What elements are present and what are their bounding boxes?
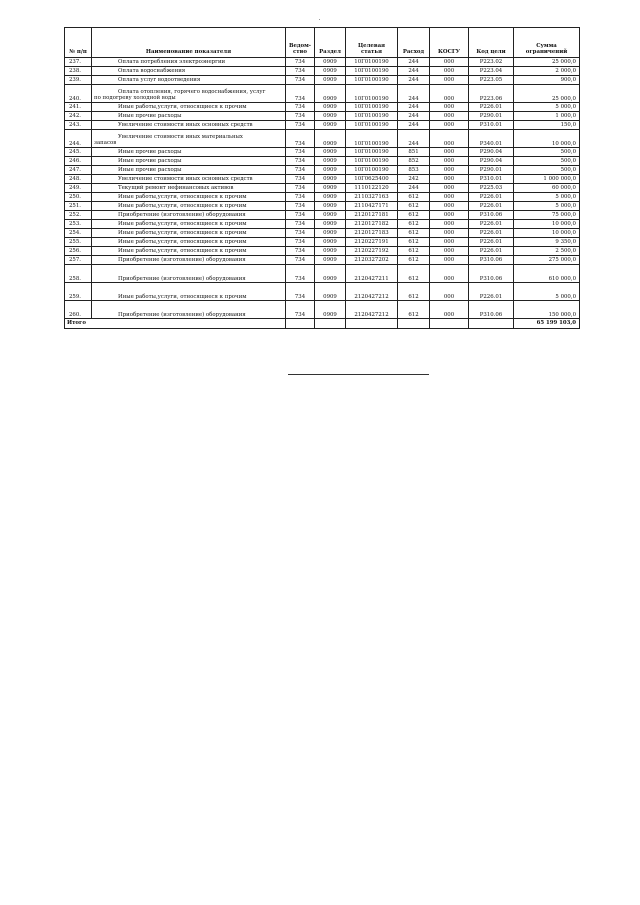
cell-rashod: 612 xyxy=(398,220,430,229)
cell-kosgu: 000 xyxy=(430,175,469,184)
table-row xyxy=(65,202,580,211)
cell-name: Иные работы,услуги, относящиеся к прочим xyxy=(92,247,286,256)
total-sum: 65 199 103,0 xyxy=(514,319,580,329)
cell-kosgu: 000 xyxy=(430,148,469,157)
cell-name: Иные прочие расходы xyxy=(92,112,286,121)
cell-num: 241. xyxy=(65,103,92,112)
cell-name-line: запасов xyxy=(94,140,117,147)
cell-cs: 10Г0100190 xyxy=(346,85,398,103)
cell-rashod: 244 xyxy=(398,112,430,121)
cell-razdel: 0909 xyxy=(315,193,346,202)
cell-razdel: 0909 xyxy=(315,301,346,319)
cell-cs: 10Г0100190 xyxy=(346,121,398,130)
cell-rashod: 244 xyxy=(398,103,430,112)
cell-kosgu: 000 xyxy=(430,85,469,103)
cell-kod: Р290.04 xyxy=(469,157,514,166)
cell-sum: 610 000,0 xyxy=(514,265,580,283)
cell-razdel: 0909 xyxy=(315,175,346,184)
cell-kod: Р340.01 xyxy=(469,130,514,148)
scan-speck xyxy=(319,19,320,20)
cell-razdel: 0909 xyxy=(315,265,346,283)
cell-sum: 900,0 xyxy=(514,76,580,85)
cell-sum: 500,0 xyxy=(514,148,580,157)
cell-razdel: 0909 xyxy=(315,283,346,301)
cell-rashod: 853 xyxy=(398,166,430,175)
cell-name-line: Увеличение стоимости иных материальных xyxy=(118,133,243,140)
cell-rashod: 612 xyxy=(398,202,430,211)
cell-num: 253. xyxy=(65,220,92,229)
cell-kod: Р223.04 xyxy=(469,67,514,76)
cell-sum: 5 000,0 xyxy=(514,202,580,211)
cell-kosgu: 000 xyxy=(430,247,469,256)
table-row xyxy=(65,211,580,220)
table-row xyxy=(65,148,580,157)
cell-razdel: 0909 xyxy=(315,157,346,166)
cell-kod: Р226.01 xyxy=(469,229,514,238)
cell-cs: 1110122120 xyxy=(346,184,398,193)
table-row xyxy=(65,157,580,166)
cell-ved: 734 xyxy=(286,166,315,175)
cell-cs: 10Г0100190 xyxy=(346,76,398,85)
cell-razdel: 0909 xyxy=(315,85,346,103)
cell-name xyxy=(92,85,286,103)
cell-kosgu: 000 xyxy=(430,166,469,175)
cell-kosgu: 000 xyxy=(430,184,469,193)
total-label: Итого xyxy=(65,319,286,329)
cell-name: Оплата потребления электроэнергии xyxy=(92,58,286,67)
cell-razdel: 0909 xyxy=(315,247,346,256)
cell-razdel: 0909 xyxy=(315,148,346,157)
cell-cs: 2120427212 xyxy=(346,283,398,301)
cell-name: Приобретение (изготовление) оборудования xyxy=(92,301,286,319)
table-row xyxy=(65,85,580,103)
table-row xyxy=(65,193,580,202)
cell-name-line: Оплата отопления, горячего водоснабжения, услуг xyxy=(118,88,266,95)
cell-sum: 9 350,0 xyxy=(514,238,580,247)
cell-cs: 10Г0100190 xyxy=(346,157,398,166)
cell-rashod: 244 xyxy=(398,121,430,130)
cell-rashod: 612 xyxy=(398,256,430,265)
cell-kosgu: 000 xyxy=(430,283,469,301)
table-row xyxy=(65,166,580,175)
cell-ved: 734 xyxy=(286,265,315,283)
cell-sum: 275 000,0 xyxy=(514,256,580,265)
table-row xyxy=(65,175,580,184)
cell-sum: 5 000,0 xyxy=(514,193,580,202)
table-row xyxy=(65,58,580,67)
cell-cs: 2120427211 xyxy=(346,265,398,283)
cell-ved: 734 xyxy=(286,58,315,67)
cell-ved: 734 xyxy=(286,76,315,85)
cell-kosgu: 000 xyxy=(430,130,469,148)
cell-kod: Р226.01 xyxy=(469,202,514,211)
cell-ved: 734 xyxy=(286,238,315,247)
cell-ved: 734 xyxy=(286,112,315,121)
table-row xyxy=(65,103,580,112)
table-row xyxy=(65,256,580,265)
cell-ved: 734 xyxy=(286,103,315,112)
cell-name: Иные прочие расходы xyxy=(92,157,286,166)
cell-ved: 734 xyxy=(286,67,315,76)
cell-name: Иные работы,услуги, относящиеся к прочим xyxy=(92,220,286,229)
cell-kosgu: 000 xyxy=(430,112,469,121)
cell-cs: 2120227192 xyxy=(346,247,398,256)
cell-name: Иные прочие расходы xyxy=(92,166,286,175)
cell-rashod: 242 xyxy=(398,175,430,184)
cell-name: Иные работы,услуги, относящиеся к прочим xyxy=(92,283,286,301)
cell-sum: 500,0 xyxy=(514,166,580,175)
cell-num: 245. xyxy=(65,148,92,157)
cell-num: 256. xyxy=(65,247,92,256)
cell-razdel: 0909 xyxy=(315,76,346,85)
cell-cs: 10Г0100190 xyxy=(346,58,398,67)
cell-ved: 734 xyxy=(286,229,315,238)
cell-razdel: 0909 xyxy=(315,103,346,112)
cell-sum: 10 000,0 xyxy=(514,130,580,148)
total-empty-cell xyxy=(469,319,514,329)
cell-rashod: 244 xyxy=(398,130,430,148)
cell-name: Приобретение (изготовление) оборудования xyxy=(92,256,286,265)
cell-ved: 734 xyxy=(286,283,315,301)
cell-cs: 2120127181 xyxy=(346,211,398,220)
cell-ved: 734 xyxy=(286,175,315,184)
table-row xyxy=(65,76,580,85)
cell-num: 240. xyxy=(65,85,92,103)
total-empty-cell xyxy=(398,319,430,329)
header-kod: Код цели xyxy=(469,28,514,58)
total-empty-cell xyxy=(346,319,398,329)
cell-num: 247. xyxy=(65,166,92,175)
cell-cs: 2120127183 xyxy=(346,229,398,238)
cell-rashod: 244 xyxy=(398,85,430,103)
cell-sum: 5 000,0 xyxy=(514,283,580,301)
cell-num: 259. xyxy=(65,283,92,301)
cell-kod: Р310.06 xyxy=(469,265,514,283)
cell-cs: 2120127182 xyxy=(346,220,398,229)
cell-kosgu: 000 xyxy=(430,220,469,229)
cell-ved: 734 xyxy=(286,220,315,229)
cell-kod: Р225.03 xyxy=(469,184,514,193)
cell-razdel: 0909 xyxy=(315,67,346,76)
cell-kod: Р310.06 xyxy=(469,211,514,220)
cell-ved: 734 xyxy=(286,301,315,319)
cell-num: 238. xyxy=(65,67,92,76)
budget-table xyxy=(64,27,580,329)
cell-num: 248. xyxy=(65,175,92,184)
header-rashod: Расход xyxy=(398,28,430,58)
total-empty-cell xyxy=(315,319,346,329)
cell-num: 243. xyxy=(65,121,92,130)
total-empty-cell xyxy=(286,319,315,329)
cell-kosgu: 000 xyxy=(430,256,469,265)
table-row xyxy=(65,229,580,238)
cell-sum: 10 000,0 xyxy=(514,220,580,229)
table-row xyxy=(65,301,580,319)
cell-kosgu: 000 xyxy=(430,193,469,202)
cell-num: 251. xyxy=(65,202,92,211)
cell-rashod: 612 xyxy=(398,193,430,202)
cell-name: Иные работы,услуги, относящиеся к прочим xyxy=(92,103,286,112)
cell-kod: Р310.01 xyxy=(469,121,514,130)
cell-rashod: 612 xyxy=(398,247,430,256)
cell-kosgu: 000 xyxy=(430,265,469,283)
cell-kosgu: 000 xyxy=(430,301,469,319)
cell-name: Приобретение (изготовление) оборудования xyxy=(92,211,286,220)
cell-razdel: 0909 xyxy=(315,238,346,247)
cell-ved: 734 xyxy=(286,184,315,193)
cell-num: 249. xyxy=(65,184,92,193)
cell-rashod: 244 xyxy=(398,76,430,85)
cell-cs: 10Г0100190 xyxy=(346,130,398,148)
table-row xyxy=(65,121,580,130)
cell-sum: 10 000,0 xyxy=(514,229,580,238)
cell-cs: 10Г0100190 xyxy=(346,166,398,175)
cell-kosgu: 000 xyxy=(430,103,469,112)
header-cs: Целевая статья xyxy=(346,28,398,58)
cell-num: 258. xyxy=(65,265,92,283)
cell-cs: 2120427212 xyxy=(346,301,398,319)
cell-razdel: 0909 xyxy=(315,166,346,175)
cell-kosgu: 000 xyxy=(430,238,469,247)
cell-rashod: 612 xyxy=(398,301,430,319)
header-kosgu: КОСГУ xyxy=(430,28,469,58)
cell-rashod: 244 xyxy=(398,184,430,193)
cell-kod: Р226.01 xyxy=(469,238,514,247)
cell-razdel: 0909 xyxy=(315,229,346,238)
cell-cs: 2110327163 xyxy=(346,193,398,202)
cell-name: Иные работы,услуги, относящиеся к прочим xyxy=(92,229,286,238)
cell-kod: Р226.01 xyxy=(469,193,514,202)
cell-cs: 2110427171 xyxy=(346,202,398,211)
cell-rashod: 612 xyxy=(398,229,430,238)
cell-razdel: 0909 xyxy=(315,211,346,220)
cell-rashod: 612 xyxy=(398,283,430,301)
cell-name: Приобретение (изготовление) оборудования xyxy=(92,265,286,283)
cell-ved: 734 xyxy=(286,247,315,256)
cell-kod: Р226.01 xyxy=(469,103,514,112)
header-name: Наименование показателя xyxy=(92,28,286,58)
cell-cs: 2120327202 xyxy=(346,256,398,265)
cell-name: Текущий ремонт нефинансовых активов xyxy=(92,184,286,193)
table-body xyxy=(65,58,580,319)
cell-razdel: 0909 xyxy=(315,220,346,229)
cell-name: Увеличение стоимости иных основных средств xyxy=(92,121,286,130)
cell-sum: 150,0 xyxy=(514,121,580,130)
header-sum: Сумма ограничений xyxy=(514,28,580,58)
header-razdel: Раздел xyxy=(315,28,346,58)
table-header-row xyxy=(65,28,580,58)
cell-sum: 25 000,0 xyxy=(514,58,580,67)
cell-kosgu: 000 xyxy=(430,157,469,166)
cell-sum: 25 000,0 xyxy=(514,85,580,103)
cell-sum: 1 000,0 xyxy=(514,112,580,121)
cell-num: 250. xyxy=(65,193,92,202)
cell-razdel: 0909 xyxy=(315,202,346,211)
cell-kod: Р226.01 xyxy=(469,247,514,256)
cell-rashod: 852 xyxy=(398,157,430,166)
cell-kosgu: 000 xyxy=(430,121,469,130)
header-ved: Ведом-ство xyxy=(286,28,315,58)
cell-kod: Р223.05 xyxy=(469,76,514,85)
cell-kosgu: 000 xyxy=(430,58,469,67)
cell-cs: 10Г0100190 xyxy=(346,148,398,157)
cell-kosgu: 000 xyxy=(430,211,469,220)
cell-kod: Р223.02 xyxy=(469,58,514,67)
cell-kod: Р310.06 xyxy=(469,301,514,319)
table-row xyxy=(65,67,580,76)
table-row xyxy=(65,112,580,121)
cell-ved: 734 xyxy=(286,157,315,166)
cell-kod: Р310.06 xyxy=(469,256,514,265)
table-row xyxy=(65,220,580,229)
cell-num: 237. xyxy=(65,58,92,67)
table-row xyxy=(65,265,580,283)
signature-line xyxy=(288,374,429,375)
cell-sum: 75 000,0 xyxy=(514,211,580,220)
total-empty-cell xyxy=(430,319,469,329)
cell-rashod: 612 xyxy=(398,238,430,247)
cell-sum: 1 000 000,0 xyxy=(514,175,580,184)
cell-kosgu: 000 xyxy=(430,202,469,211)
cell-sum: 2 000,0 xyxy=(514,67,580,76)
cell-kod: Р226.01 xyxy=(469,220,514,229)
cell-rashod: 612 xyxy=(398,265,430,283)
cell-cs: 10Г0625400 xyxy=(346,175,398,184)
cell-num: 244. xyxy=(65,130,92,148)
cell-sum: 500,0 xyxy=(514,157,580,166)
cell-rashod: 612 xyxy=(398,211,430,220)
cell-rashod: 851 xyxy=(398,148,430,157)
cell-num: 252. xyxy=(65,211,92,220)
cell-rashod: 244 xyxy=(398,67,430,76)
cell-sum: 2 500,0 xyxy=(514,247,580,256)
cell-razdel: 0909 xyxy=(315,184,346,193)
cell-name: Увеличение стоимости иных основных средств xyxy=(92,175,286,184)
cell-ved: 734 xyxy=(286,211,315,220)
cell-cs: 2120227191 xyxy=(346,238,398,247)
cell-num: 260. xyxy=(65,301,92,319)
table-row xyxy=(65,130,580,148)
total-row xyxy=(65,319,580,329)
cell-num: 239. xyxy=(65,76,92,85)
cell-name: Оплата услуг водоотведения xyxy=(92,76,286,85)
cell-kosgu: 000 xyxy=(430,229,469,238)
cell-kod: Р290.01 xyxy=(469,112,514,121)
cell-razdel: 0909 xyxy=(315,121,346,130)
cell-name: Иные прочие расходы xyxy=(92,148,286,157)
cell-razdel: 0909 xyxy=(315,130,346,148)
cell-kosgu: 000 xyxy=(430,76,469,85)
cell-sum: 60 000,0 xyxy=(514,184,580,193)
cell-ved: 734 xyxy=(286,85,315,103)
cell-name: Иные работы,услуги, относящиеся к прочим xyxy=(92,202,286,211)
cell-ved: 734 xyxy=(286,148,315,157)
cell-kod: Р290.01 xyxy=(469,166,514,175)
budget-table-wrapper xyxy=(64,27,579,329)
cell-num: 242. xyxy=(65,112,92,121)
cell-cs: 10Г0100190 xyxy=(346,67,398,76)
cell-kod: Р290.04 xyxy=(469,148,514,157)
cell-name: Иные работы,услуги, относящиеся к прочим xyxy=(92,238,286,247)
cell-razdel: 0909 xyxy=(315,112,346,121)
cell-razdel: 0909 xyxy=(315,58,346,67)
table-row xyxy=(65,238,580,247)
cell-ved: 734 xyxy=(286,130,315,148)
cell-name: Оплата водоснабжения xyxy=(92,67,286,76)
cell-sum: 5 000,0 xyxy=(514,103,580,112)
cell-kosgu: 000 xyxy=(430,67,469,76)
cell-num: 257. xyxy=(65,256,92,265)
header-num: № п/п xyxy=(65,28,92,58)
cell-num: 246. xyxy=(65,157,92,166)
cell-name: Иные работы,услуги, относящиеся к прочим xyxy=(92,193,286,202)
cell-num: 254. xyxy=(65,229,92,238)
cell-cs: 10Г0100190 xyxy=(346,112,398,121)
cell-ved: 734 xyxy=(286,121,315,130)
cell-ved: 734 xyxy=(286,202,315,211)
cell-ved: 734 xyxy=(286,193,315,202)
cell-kod: Р226.01 xyxy=(469,283,514,301)
cell-rashod: 244 xyxy=(398,58,430,67)
cell-name xyxy=(92,130,286,148)
cell-kod: Р223.06 xyxy=(469,85,514,103)
cell-num: 255. xyxy=(65,238,92,247)
cell-ved: 734 xyxy=(286,256,315,265)
table-row xyxy=(65,247,580,256)
cell-sum: 150 000,0 xyxy=(514,301,580,319)
cell-kod: Р310.01 xyxy=(469,175,514,184)
cell-razdel: 0909 xyxy=(315,256,346,265)
cell-cs: 10Г0100190 xyxy=(346,103,398,112)
table-row xyxy=(65,184,580,193)
cell-name-line: по подогреву холодной воды xyxy=(94,95,176,102)
table-row xyxy=(65,283,580,301)
